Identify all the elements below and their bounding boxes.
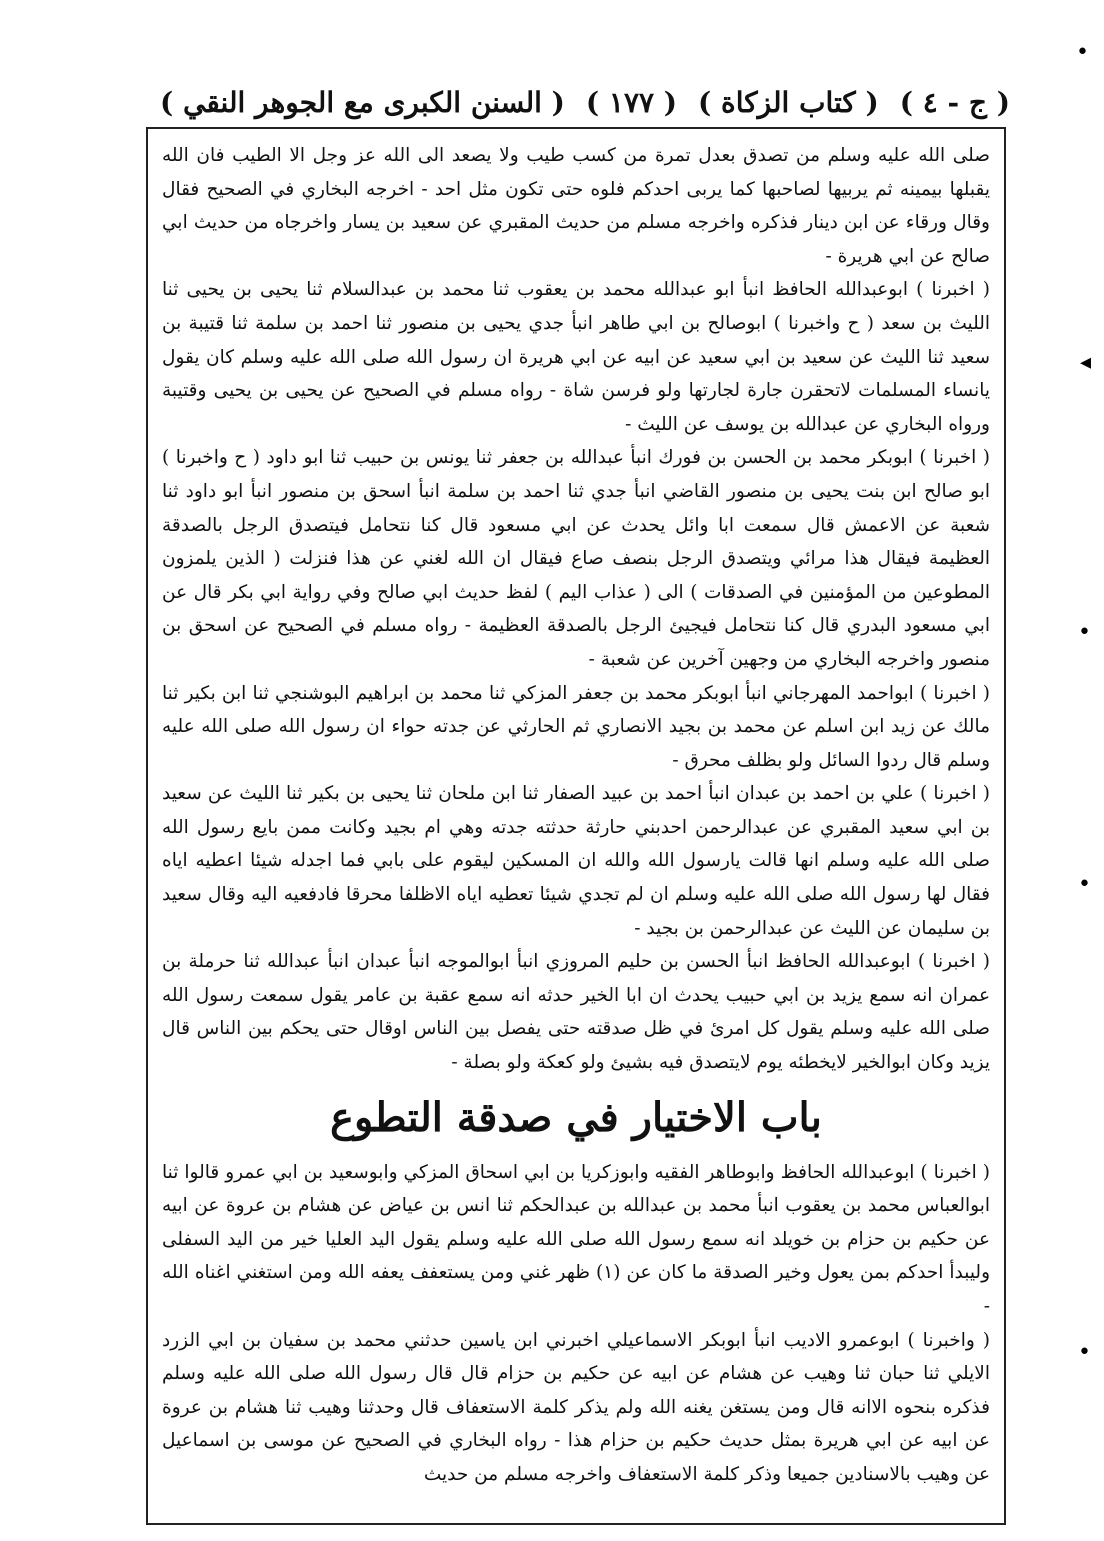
paragraph: ( اخبرنا ) ابوبكر محمد بن الحسن بن فورك انبأ عبدالله بن جعفر ثنا يونس بن حبيب ثنا ابو داود ( ح واخبرنا ) ابو صالح ابن بنت يحيى بن منصور القاضي انبأ جدي ثنا احمد بن سلمة انبأ اسحق بن منصور انبأ ابو داود ثنا شعبة عن الاعمش قال سمعت ابا وائل يحدث عن ابي مسعود قال كنا نتحامل فيتصدق الرجل بالصدقة العظيمة فيقال هذا مرائي ويتصدق الرجل بنصف صاع فيقال ان الله لغني عن هذا فنزلت ( الذين يلمزون المطوعين من المؤمنين في الصدقات ) الى ( عذاب اليم ) لفظ حديث ابي صالح وفي رواية ابي بكر قال عن ابي مسعود البدري قال كنا نتحامل فيجيئ الرجل بالصدقة العظيمة - رواه مسلم في الصحيح عن اسحق بن منصور واخرجه البخاري من وجهين آخرين عن شعبة - <box>162 447 990 670</box>
paragraph: ( اخبرنا ) ابوعبدالله الحافظ وابوطاهر الفقيه وابوزكريا بن ابي اسحاق المزكي وابوسعيد بن ابي عمرو قالوا ثنا ابوالعباس محمد بن يعقوب انبأ محمد بن عبدالله بن عبدالحكم ثنا انس بن عياض عن هشام بن عروة عن ابيه عن حكيم بن حزام بن خويلد انه سمع رسول الله صلى الله عليه وسلم يقول اليد العليا خير من اليد السفلى وليبدأ احدكم بمن يعول وخير الصدقة ما كان عن (١) ظهر غني ومن يستعفف يعفه الله ومن استغني اغناه الله - <box>162 1161 990 1317</box>
paragraph: ( اخبرنا ) ابوعبدالله الحافظ انبأ ابو عبدالله محمد بن يعقوب ثنا محمد بن عبدالسلام ثنا يحيى بن يحيى ثنا الليث بن سعد ( ح واخبرنا ) ابوصالح بن ابي طاهر انبأ جدي يحيى بن منصور ثنا احمد بن سلمة ثنا قتيبة بن سعيد ثنا الليث عن سعيد بن ابي سعيد عن ابيه عن ابي هريرة ان رسول الله صلى الله عليه وسلم كان يقول يانساء المسلمات لاتحقرن جارة لجارتها ولو فرسن شاة - رواه مسلم في الصحيح عن يحيى بن يحيى وقتيبة ورواه البخاري عن عبدالله بن يوسف عن الليث - <box>162 279 990 435</box>
margin-mark: • <box>1076 40 1089 65</box>
page-header <box>160 80 1010 124</box>
margin-mark: ◂ <box>1080 350 1092 375</box>
page-number: ( ١٧٧ ) <box>585 85 678 119</box>
margin-mark: • <box>1078 872 1091 897</box>
paragraph: صلى الله عليه وسلم من تصدق بعدل تمرة من كسب طيب ولا يصعد الى الله عز وجل الا الطيب فان الله يقبلها بيمينه ثم يربيها لصاحبها كما يربى احدكم فلوه حتى تكون مثل احد - اخرجه البخاري في الصحيح فقال وقال ورقاء عن ابن دينار فذكره واخرجه مسلم من حديث المقبري عن سعيد بن يسار واخرجاه من حديث ابي صالح عن ابي هريرة - <box>162 145 990 267</box>
paragraph: ( اخبرنا ) ابوعبدالله الحافظ انبأ الحسن بن حليم المروزي انبأ ابوالموجه انبأ عبدان انبأ عبدالله ثنا حرملة بن عمران انه سمع يزيد بن ابي حبيب يحدث ان ابا الخير حدثه انه سمع عقبة بن عامر يقول سمعت رسول الله صلى الله عليه وسلم يقول كل امرئ في ظل صدقته حتى يفصل بين الناس اوقال حتى يحكم بين الناس قال يزيد وكان ابوالخير لايخطئه يوم لايتصدق فيه بشيئ ولو كعكة ولو بصلة - <box>162 951 990 1074</box>
margin-mark: • <box>1078 1340 1091 1365</box>
book-title: ( السنن الكبرى مع الجوهر النقي ) <box>160 85 565 119</box>
chapter-name: ( كتاب الزكاة ) <box>698 85 879 119</box>
volume-number: ( ج - ٤ ) <box>899 85 1010 119</box>
paragraph: ( اخبرنا ) ابواحمد المهرجاني انبأ ابوبكر محمد بن جعفر المزكي ثنا محمد بن ابراهيم البوشنجي ثنا ابن بكير ثنا مالك عن زيد ابن اسلم عن محمد بن بجيد الانصاري ثم الحارثي عن جدته حواء ان رسول الله صلى الله عليه وسلم قال ردوا السائل ولو بظلف محرق - <box>162 682 990 771</box>
paragraph: ( واخبرنا ) ابوعمرو الاديب انبأ ابوبكر الاسماعيلي اخبرني ابن ياسين حدثني محمد بن سفيان بن ابي الزرد الايلي ثنا حبان ثنا وهيب عن هشام عن ابيه عن حكيم بن حزام قال قال رسول الله صلى الله عليه وسلم فذكره بنحوه الاانه قال ومن يستغن يغنه الله ولم يذكر كلمة الاستعفاف قال وحدثنا وهيب ثنا هشام بن عروة عن ابيه عن ابي هريرة بمثل حديث حكيم بن حزام هذا - رواه البخاري في الصحيح عن موسى بن اسماعيل عن وهيب بالاسنادين جميعا وذكر كلمة الاستعفاف واخرجه مسلم من حديث <box>162 1329 990 1485</box>
margin-mark: • <box>1078 620 1091 645</box>
chapter-title: باب الاختيار في صدقة التطوع <box>330 1093 822 1141</box>
paragraph: ( اخبرنا ) علي بن احمد بن عبدان انبأ احمد بن عبيد الصفار ثنا ابن ملحان ثنا يحيى بن بكير ثنا الليث عن سعيد بن ابي سعيد المقبري عن عبدالرحمن احدبني حارثة حدثته جدته وهي ام بجيد وكانت ممن بايع رسول الله صلى الله عليه وسلم انها قالت يارسول الله والله ان المسكين ليقوم على بابي فما اجدله شيئا اعطيه اياه فقال لها رسول الله صلى الله عليه وسلم ان لم تجدي شيئا تعطيه اياه الاظلفا محرقا فادفعيه اليه وقال سعيد بن سليمان عن الليث عن عبدالرحمن بن بجيد - <box>162 783 990 939</box>
text-frame <box>146 127 1006 1525</box>
